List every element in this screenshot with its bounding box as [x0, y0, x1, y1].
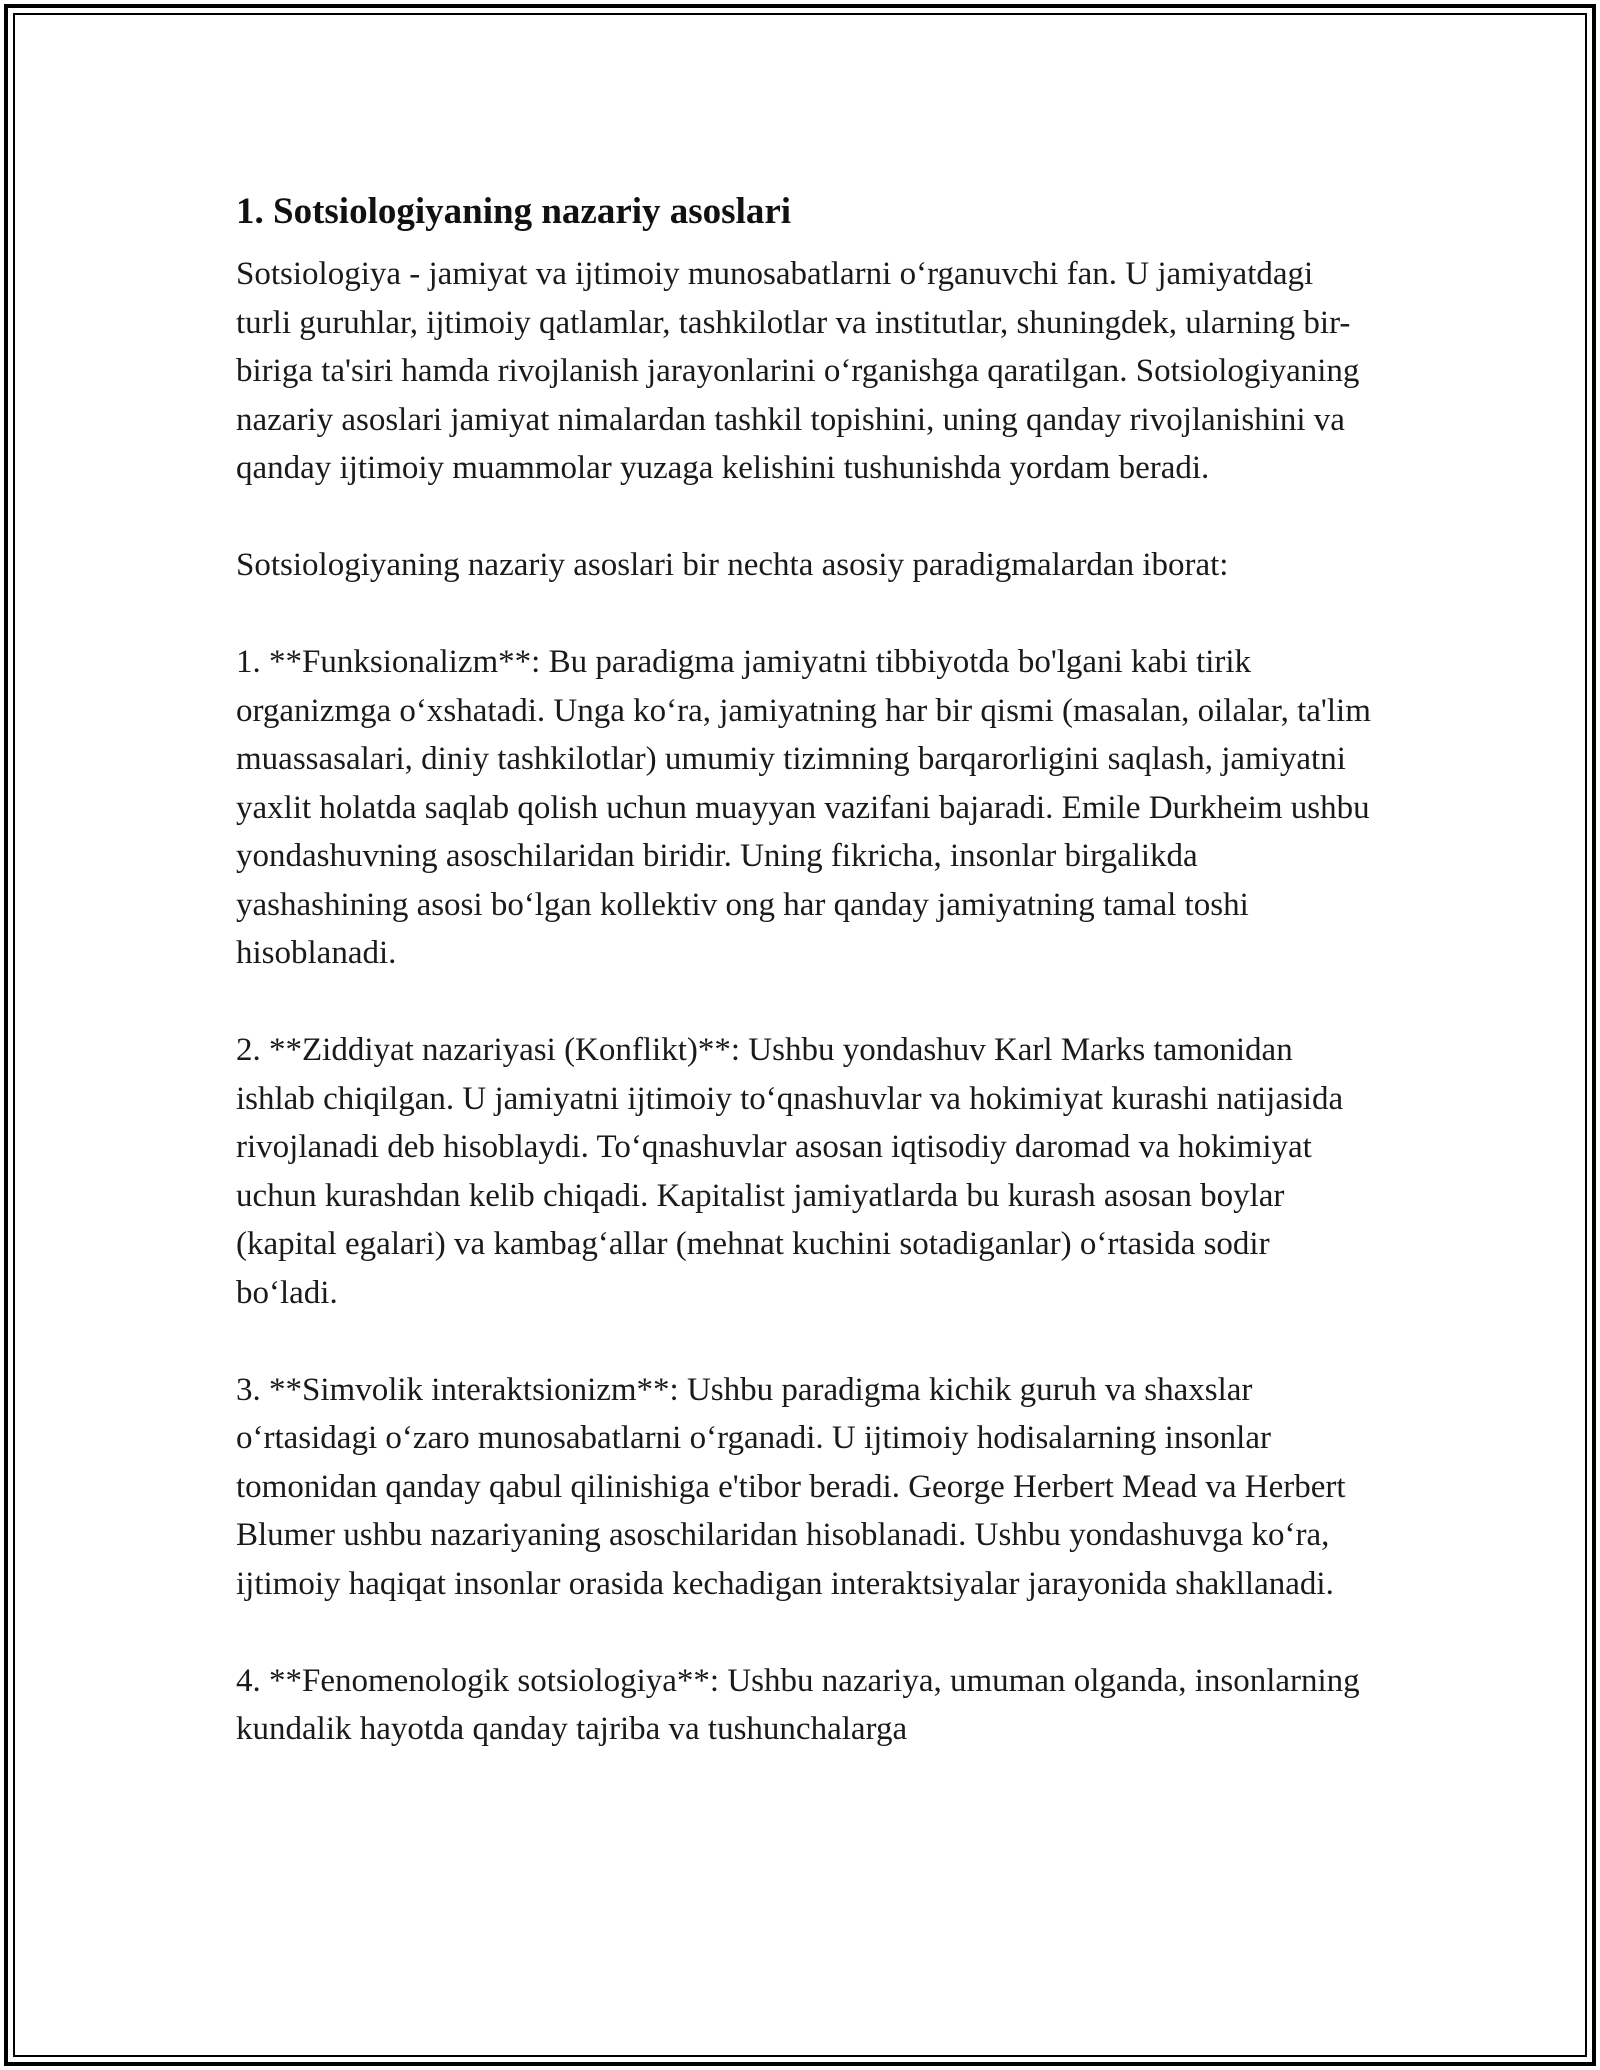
spacer	[236, 1608, 1376, 1657]
document-body	[236, 184, 1376, 1754]
spacer	[236, 590, 1376, 639]
paragraph-introduction: Sotsiologiya - jamiyat va ijtimoiy munosabatlarni o‘rganuvchi fan. U jamiyatdagi turli guruhlar, ijtimoiy qatlamlar, tashkilotlar va institutlar, shuningdek, ularning bir-biriga ta'siri hamda rivojlanish jarayonlarini o‘rganishga qaratilgan. Sotsiologiyaning nazariy asoslari jamiyat nimalardan tashkil topishini, uning qanday rivojlanishini va qanday ijtimoiy muammolar yuzaga kelishini tushunishda yordam beradi.	[236, 256, 1360, 486]
spacer	[236, 493, 1376, 542]
paragraph-paradigms-intro: Sotsiologiyaning nazariy asoslari bir nechta asosiy paradigmalardan iborat:	[236, 547, 1229, 583]
paragraph-phenomenological-sociology: 4. **Fenomenologik sotsiologiya**: Ushbu nazariya, umuman olganda, insonlarning kundalik hayotda qanday tajriba va tushunchalarga	[236, 1662, 1360, 1747]
spacer	[236, 978, 1376, 1027]
spacer	[236, 240, 1376, 250]
spacer	[236, 1317, 1376, 1366]
paragraph-symbolic-interactionism: 3. **Simvolik interaktsionizm**: Ushbu paradigma kichik guruh va shaxslar o‘rtasidagi o‘zaro munosabatlarni o‘rganadi. U ijtimoiy hodisalarning insonlar tomonidan qanday qabul qilinishiga e'tibor beradi. George Herbert Mead va Herbert Blumer ushbu nazariyaning asoschilaridan hisoblanadi. Ushbu yondashuvga ko‘ra, ijtimoiy haqiqat insonlar orasida kechadigan interaktsiyalar jarayonida shakllanadi.	[236, 1371, 1346, 1602]
document-title: 1. Sotsiologiyaning nazariy asoslari	[236, 191, 792, 232]
paragraph-functionalism: 1. **Funksionalizm**: Bu paradigma jamiyatni tibbiyotda bo'lgani kabi tirik organizmga o‘xshatadi. Unga ko‘ra, jamiyatning har bir qismi (masalan, oilalar, ta'lim muassasalari, diniy tashkilotlar) umumiy tizimning barqarorligini saqlash, jamiyatni yaxlit holatda saqlab qolish uchun muayyan vazifani bajaradi. Emile Durkheim ushbu yondashuvning asoschilaridan biridir. Uning fikricha, insonlar birgalikda yashashining asosi bo‘lgan kollektiv ong har qanday jamiyatning tamal toshi hisoblanadi.	[236, 644, 1371, 971]
paragraph-conflict-theory: 2. **Ziddiyat nazariyasi (Konflikt)**: Ushbu yondashuv Karl Marks tamonidan ishlab chiqilgan. U jamiyatni ijtimoiy to‘qnashuvlar va hokimiyat kurashi natijasida rivojlanadi deb hisoblaydi. To‘qnashuvlar asosan iqtisodiy daromad va hokimiyat uchun kurashdan kelib chiqadi. Kapitalist jamiyatlarda bu kurash asosan boylar (kapital egalari) va kambag‘allar (mehnat kuchini sotadiganlar) o‘rtasida sodir bo‘ladi.	[236, 1032, 1344, 1311]
